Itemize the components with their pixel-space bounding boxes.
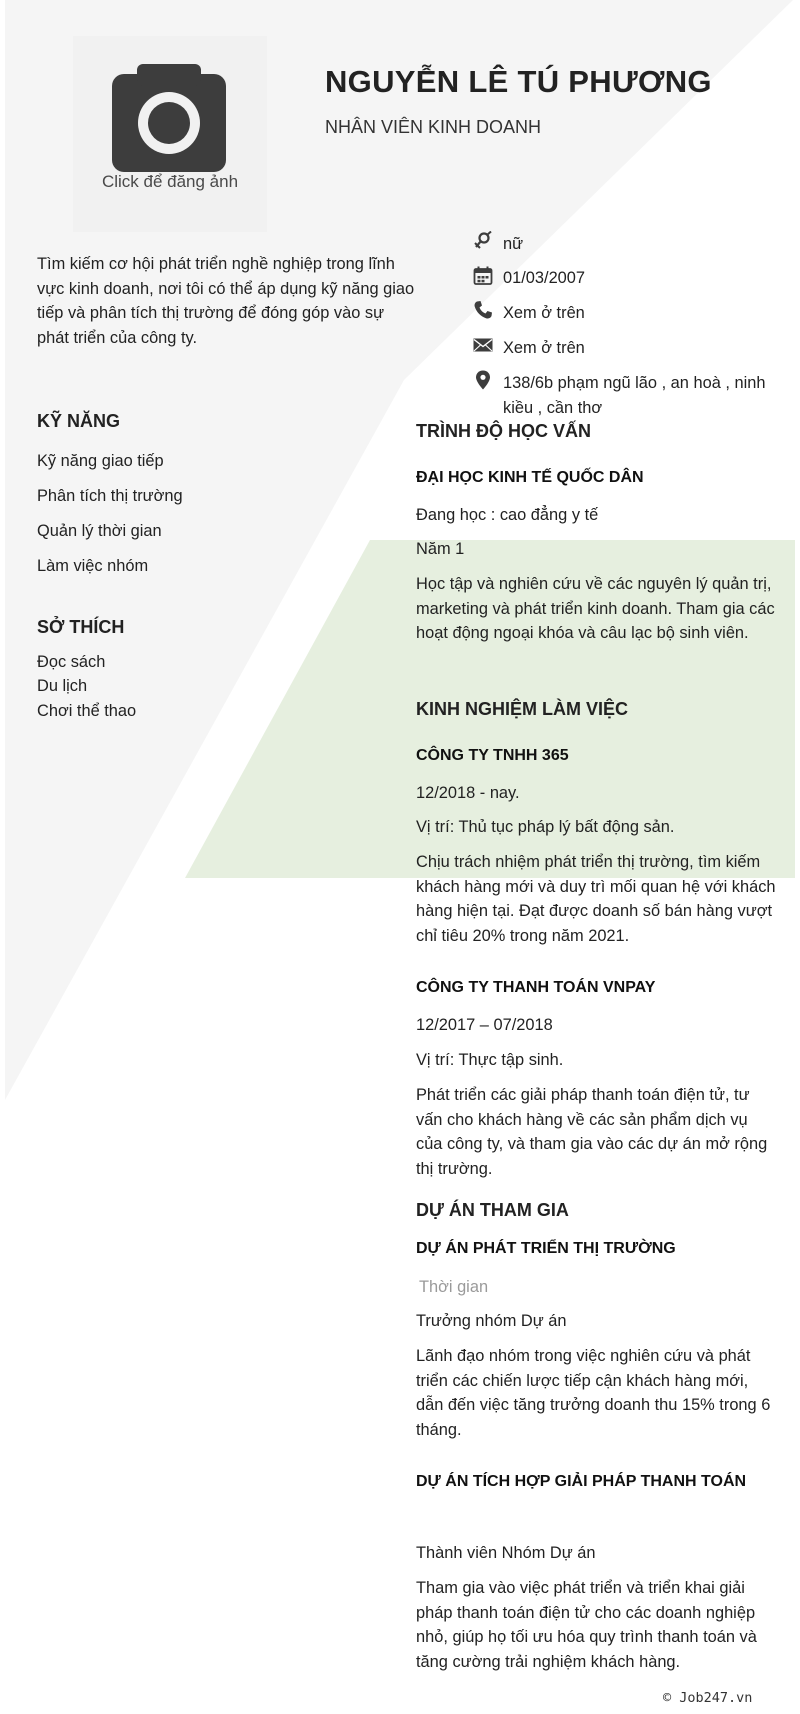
photo-placeholder[interactable] <box>73 36 267 232</box>
project-time: Thời gian <box>419 1278 489 1296</box>
education-heading: TRÌNH ĐỘ HỌC VẤN <box>416 421 591 441</box>
education-description: Học tập và nghiên cứu về các nguyên lý quản trị, marketing và phát triển kinh doanh. Tham gia các hoạt động ngoại khóa và câu lạc bộ sinh viên. <box>416 575 775 642</box>
job-description: Phát triển các giải pháp thanh toán điện tử, tư vấn cho khách hàng về các sản phẩm dịch vụ của công ty, và tham gia vào các dự án mở rộng thị trường. <box>416 1086 768 1178</box>
skill-item: Kỹ năng giao tiếp <box>37 452 164 470</box>
experience-heading: KINH NGHIỆM LÀM VIỆC <box>416 699 629 719</box>
skill-item: Làm việc nhóm <box>37 557 149 575</box>
phone-value: Xem ở trên <box>503 304 585 322</box>
career-objective: Tìm kiếm cơ hội phát triển nghề nghiệp trong lĩnh vực kinh doanh, nơi tôi có thể áp dụng kỹ năng giao tiếp và phân tích thị trường để đóng góp vào sự phát triển của công ty. <box>37 255 415 347</box>
dob-value: 01/03/2007 <box>503 269 586 287</box>
location-pin-icon <box>473 370 493 390</box>
projects-heading: DỰ ÁN THAM GIA <box>416 1200 569 1220</box>
job-period: 12/2018 - nay. <box>416 784 520 802</box>
email-value: Xem ở trên <box>503 339 585 357</box>
project-description: Tham gia vào việc phát triển và triển khai giải pháp thanh toán điện tử cho các doanh nghiệp nhỏ, giúp họ tối ưu hóa quy trình thanh toán và tăng cường trải nghiệm khách hàng. <box>416 1579 757 1671</box>
job-company: CÔNG TY TNHH 365 <box>416 747 569 764</box>
skills-heading: KỸ NĂNG <box>37 411 121 431</box>
education-year: Năm 1 <box>416 540 465 558</box>
school-name: ĐẠI HỌC KINH TẾ QUỐC DÂN <box>416 469 644 486</box>
hobby-item: Du lịch <box>37 677 88 695</box>
phone-icon <box>473 300 493 320</box>
project-name: DỰ ÁN TÍCH HỢP GIẢI PHÁP THANH TOÁN <box>416 1473 747 1490</box>
footer-credit: © Job247.vn <box>663 1690 753 1706</box>
job-position: Vị trí: Thủ tục pháp lý bất động sản. <box>416 818 675 836</box>
gender-icon <box>473 231 493 251</box>
project-description: Lãnh đạo nhóm trong việc nghiên cứu và phát triển các chiến lược tiếp cận khách hàng mới, dẫn đến việc tăng trưởng doanh thu 15% trong 6 tháng. <box>416 1347 771 1439</box>
education-status: Đang học : cao đẳng y tế <box>416 506 599 524</box>
job-period: 12/2017 – 07/2018 <box>416 1016 553 1034</box>
calendar-icon <box>473 266 493 286</box>
candidate-name: NGUYỄN LÊ TÚ PHƯƠNG <box>325 64 712 99</box>
job-company: CÔNG TY THANH TOÁN VNPAY <box>416 979 656 996</box>
job-description: Chịu trách nhiệm phát triển thị trường, tìm kiếm khách hàng mới và duy trì mối quan hệ với khách hàng hiện tại. Đạt được doanh số bán hàng vượt chỉ tiêu 20% trong năm 2021. <box>416 853 776 945</box>
email-icon <box>473 335 493 355</box>
hobby-item: Chơi thể thao <box>37 702 137 720</box>
address-value: 138/6b phạm ngũ lão , an hoà , ninh kiều , cần thơ <box>503 374 766 417</box>
skill-item: Phân tích thị trường <box>37 487 183 505</box>
photo-upload-label: Click để đăng ảnh <box>101 172 239 191</box>
project-name: DỰ ÁN PHÁT TRIỂN THỊ TRƯỜNG <box>416 1240 676 1257</box>
hobby-item: Đọc sách <box>37 653 106 671</box>
job-title: NHÂN VIÊN KINH DOANH <box>325 117 542 137</box>
skill-item: Quản lý thời gian <box>37 522 162 540</box>
gender-value: nữ <box>503 235 524 253</box>
project-role: Trưởng nhóm Dự án <box>416 1312 567 1330</box>
camera-icon <box>73 36 267 232</box>
job-position: Vị trí: Thực tập sinh. <box>416 1051 564 1069</box>
project-role: Thành viên Nhóm Dự án <box>416 1544 596 1562</box>
hobbies-heading: SỞ THÍCH <box>37 617 125 637</box>
